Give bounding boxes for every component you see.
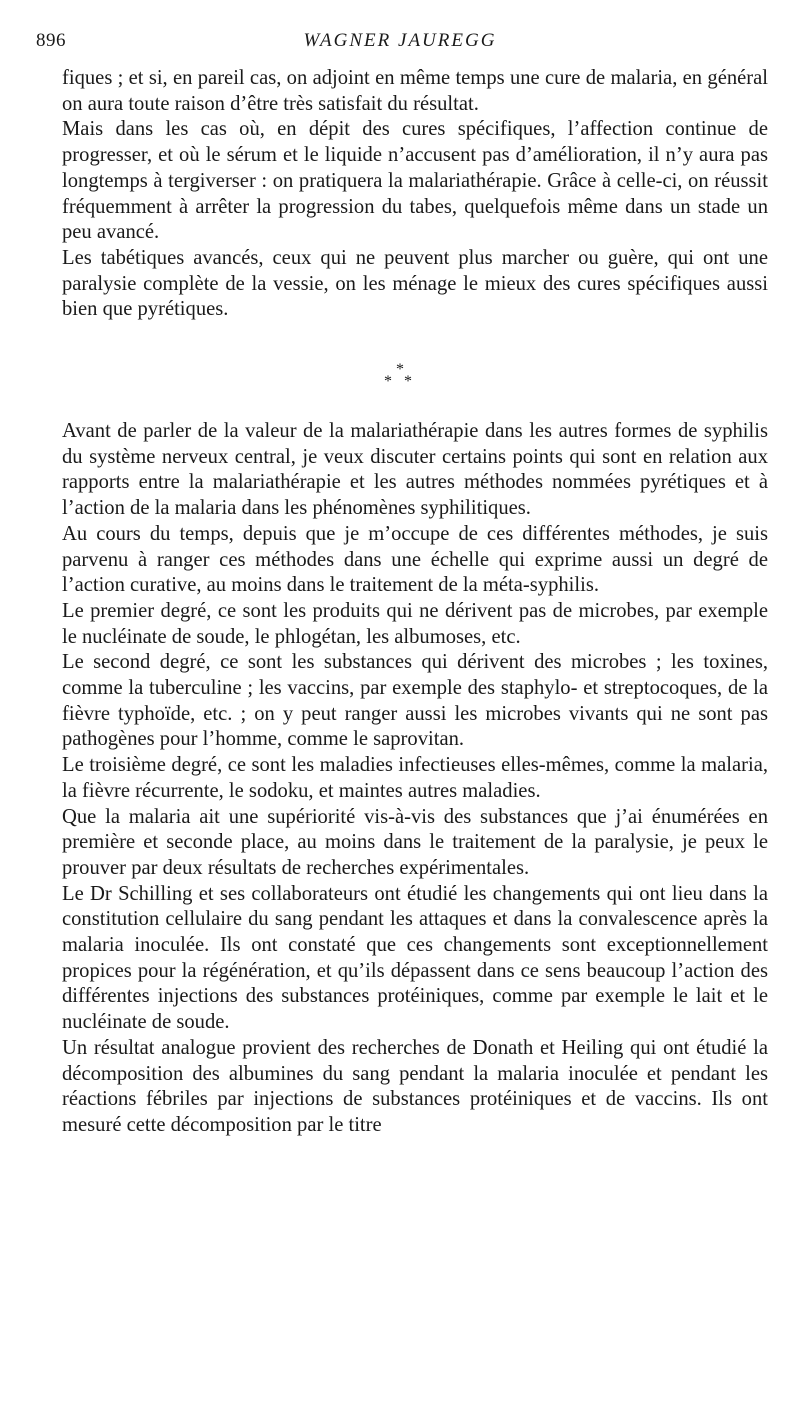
asterisk-top: * <box>396 361 404 378</box>
section-separator <box>0 361 800 390</box>
paragraph: Au cours du temps, depuis que je m’occupe de ces différentes méthodes, je suis parvenu à ranger ces méthodes dans une échelle qui exprime aussi un degré de l’action curative, au moins dans le traitement de la méta-syphilis. <box>62 522 768 597</box>
paragraph: Les tabétiques avancés, ceux qui ne peuvent plus marcher ou guère, qui ont une paralysie complète de la vessie, on les ménage le mieux des cures spécifiques aussi bien que pyrétiques. <box>62 246 768 321</box>
page-number: 896 <box>36 30 66 51</box>
running-head: WAGNER JAUREGG <box>303 30 497 51</box>
paragraph: Le premier degré, ce sont les produits qui ne dérivent pas de microbes, par exemple le nucléinate de soude, le phlogétan, les albumoses, etc. <box>62 599 768 648</box>
paragraph: fiques ; et si, en pareil cas, on adjoint en même temps une cure de malaria, en général on aura toute raison d’être très satisfait du résultat. <box>62 67 768 115</box>
paragraph: Le troisième degré, ce sont les maladies infectieuses elles-mêmes, comme la malaria, la fièvre récurrente, le sodoku, et maintes autres maladies. <box>62 754 768 802</box>
text-block-2 <box>62 419 768 1139</box>
paragraph: Le Dr Schilling et ses collaborateurs ont étudié les changements qui ont lieu dans la constitution cellulaire du sang pendant les attaques et dans la convalescence après la malaria inoculée. Ils ont constaté que ces changements sont exceptionnellement propices pour la régénération, et qu’ils dépassent dans ce sens beaucoup l’action des différentes injections des substances protéiniques, comme par exemple le lait et le nucléinate de soude. <box>62 882 768 1034</box>
asterisk-bottom: * * <box>384 373 416 390</box>
page-header <box>36 30 764 56</box>
paragraph: Un résultat analogue provient des recherches de Donath et Heiling qui ont étudié la décomposition des albumines du sang pendant la malaria inoculée et pendant les réactions fébriles par injections de substances protéiniques et de vaccins. Ils ont mesuré cette décomposition par le titre <box>62 1036 768 1136</box>
text-block-1 <box>62 66 768 323</box>
paragraph: Avant de parler de la valeur de la malariathérapie dans les autres formes de syphilis du système nerveux central, je veux discuter certains points qui sont en relation aux rapports entre la malariathérapie et les autres méthodes nommées pyrétiques et à l’action de la malaria dans les phénomènes syphilitiques. <box>62 420 768 520</box>
paragraph: Le second degré, ce sont les substances qui dérivent des microbes ; les toxines, comme la tuberculine ; les vaccins, par exemple des staphylo- et streptocoques, de la fièvre typhoïde, etc. ; on y peut ranger aussi les microbes vivants qui ne sont pas pathogènes pour l’homme, comme le saprovitan. <box>62 651 768 751</box>
paragraph: Que la malaria ait une supériorité vis-à-vis des substances que j’ai énumérées en première et seconde place, au moins dans le traitement de la paralysie, je peux le prouver par deux résultats de recherches expérimentales. <box>62 805 768 879</box>
paragraph: Mais dans les cas où, en dépit des cures spécifiques, l’affection continue de progresser, et où le sérum et le liquide n’accusent pas d’amélioration, il n’y aura pas longtemps à tergiverser : on pratiquera la malariathérapie. Grâce à celle-ci, on réussit fréquemment à arrêter la progression du tabes, quelquefois même dans un stade un peu avancé. <box>62 118 768 244</box>
